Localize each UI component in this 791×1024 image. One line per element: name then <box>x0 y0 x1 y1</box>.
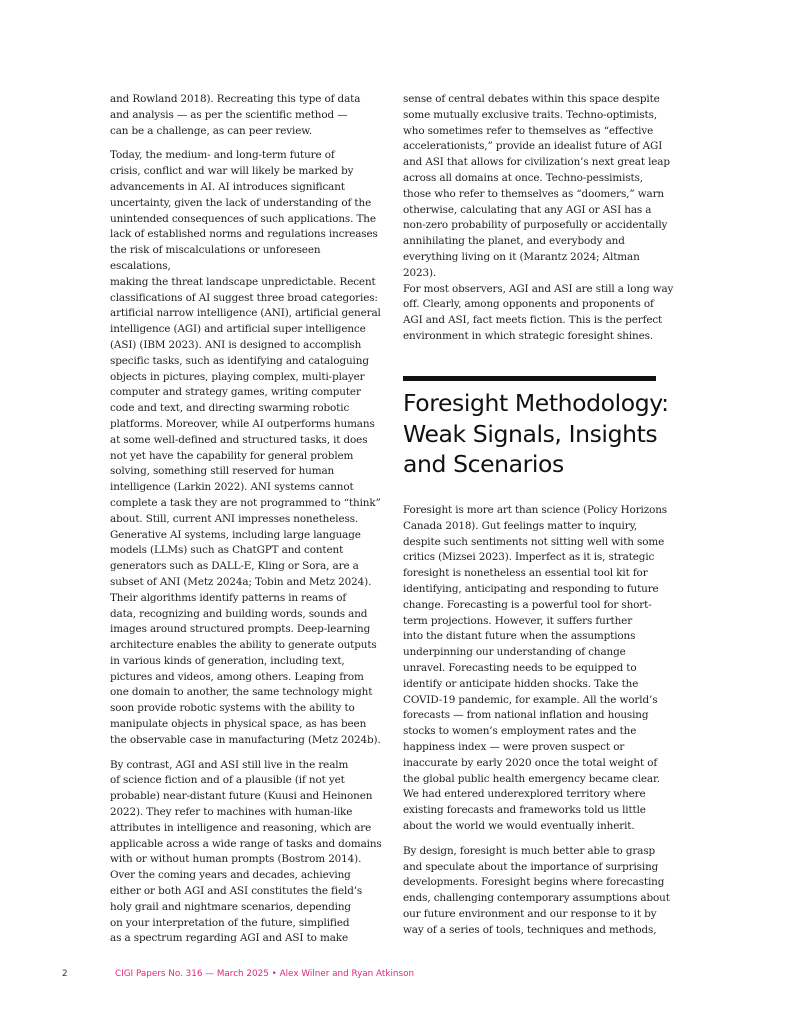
paragraph: By contrast, AGI and ASI still live in the realm of science fiction and of a plausible (if not yet probable) near-distant future (Kuusi and Heinonen 2022). They refer to machines with human-like attributes in intelligence and reasoning, which are applicable across a wide range of tasks and domains with or without human prompts (Bostrom 2014). Over the coming years and decades, achieving either or both AGI and ASI constitutes the field’s holy grail and nightmare scenarios, depending on your interpretation of the future, simplified as a spectrum regarding AGI and ASI to make <box>110 758 382 945</box>
right-column-top <box>403 92 675 345</box>
paragraph: By design, foresight is much better able to grasp and speculate about the importance of surprising developments. Foresight begins where forecasting ends, challenging contemporary assumptions about our future environment and our response to it by way of a series of tools, techniques and methods, <box>403 844 670 936</box>
right-column-body <box>403 503 675 939</box>
left-column <box>110 92 382 947</box>
paragraph: sense of central debates within this space despite some mutually exclusive traits. Techno-optimists, who sometimes refer to themselves as “effective accelerationists,” provide an idealist future of AGI and ASI that allows for civilization’s next great leap across all domains at once. Techno-pessimists, those who refer to themselves as “doomers,” warn otherwise, calculating that any AGI or ASI has a non-zero probability of purposefully or accidentally annihilating the planet, and everybody and everything living on it (Marantz 2024; Altman 2023). For most observers, AGI and ASI are still a long way off. Clearly, among opponents and proponents of AGI and ASI, fact meets fiction. This is the perfect environment in which strategic foresight shines. <box>403 93 674 342</box>
page-number: 2 <box>62 969 68 979</box>
section-heading: Foresight Methodology: Weak Signals, Insights and Scenarios <box>403 389 669 478</box>
paragraph: and Rowland 2018). Recreating this type of data and analysis — as per the scientific method — can be a challenge, as can peer review. <box>110 93 361 137</box>
paragraph: Foresight is more art than science (Policy Horizons Canada 2018). Gut feelings matter to inquiry, despite such sentiments not sitting well with some critics (Mizsei 2023). Imperfect as it is, strategic foresight is nonetheless an essential tool kit for identifying, anticipating and responding to future change. Forecasting is a powerful tool for short- term projections. However, it suffers further into the distant future when the assumptions underpinning our understanding of change unravel. Forecasting needs to be equipped to identify or anticipate hidden shocks. Take the COVID-19 pandemic, for example. All the world’s forecasts — from national inflation and housing stocks to women’s employment rates and the happiness index — were proven suspect or inaccurate by early 2020 once the total weight of the global public health emergency became clear. We had entered underexplored territory where existing forecasts and frameworks told us little about the world we would eventually inherit. <box>403 504 668 832</box>
running-title: CIGI Papers No. 316 — March 2025 • Alex Wilner and Ryan Atkinson <box>115 969 415 979</box>
paragraph: Today, the medium- and long-term future of crisis, conflict and war will likely be marked by advancements in AI. AI introduces significant uncertainty, given the lack of understanding of the unintended consequences of such applications. The lack of established norms and regulations increases the risk of miscalculations or unforeseen escalations, making the threat landscape unpredictable. Recent classifications of AI suggest three broad categories: artificial narrow intelligence (ANI), artificial general intelligence (AGI) and artificial super intelligence (ASI) (IBM 2023). ANI is designed to accomplish specific tasks, such as identifying and cataloguing objects in pictures, playing complex, multi-player computer and strategy games, writing computer code and text, and directing swarming robotic platforms. Moreover, while AI outperforms humans at some well-defined and structured tasks, it does not yet have the capability for general problem solving, something still reserved for human intelligence (Larkin 2022). ANI systems cannot complete a task they are not programmed to “think” about. Still, current ANI impresses nonetheless. Generative AI systems, including large language models (LLMs) such as ChatGPT and content generators such as DALL-E, Kling or Sora, are a subset of ANI (Metz 2024a; Tobin and Metz 2024). Their algorithms identify patterns in reams of data, recognizing and building words, sounds and images around structured prompts. Deep-learning architecture enables the ability to generate outputs in various kinds of generation, including text, pictures and videos, among others. Leaping from one domain to another, the same technology might soon provide robotic systems with the ability to manipulate objects in physical space, as has been the observable case in manufacturing (Metz 2024b). <box>110 149 381 746</box>
section-rule <box>403 376 656 381</box>
page-footer <box>62 969 731 983</box>
